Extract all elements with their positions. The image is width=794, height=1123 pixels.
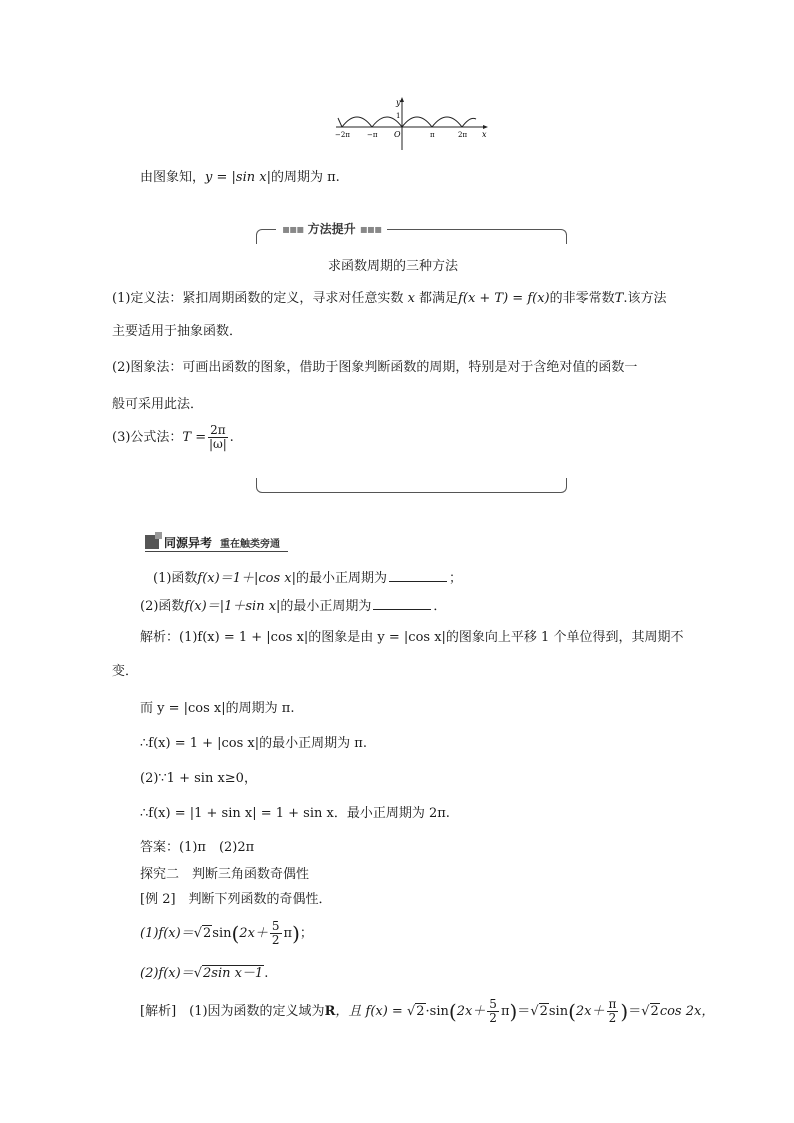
analysis-sin2: sin	[548, 1004, 569, 1019]
item3-num: 2π	[210, 423, 226, 437]
analysis-eq1: ＝	[517, 1004, 531, 1019]
ex1-num: 5	[271, 919, 280, 933]
item1-text-b: 都满足	[419, 291, 459, 306]
item1-var: x	[407, 291, 415, 306]
q1-end: ；	[449, 571, 463, 586]
method-title: 求函数周期的三种方法	[328, 259, 459, 274]
tick-pi: π	[430, 131, 435, 139]
arch-1	[338, 118, 342, 127]
arch-5	[432, 117, 462, 127]
section-tag	[145, 533, 288, 552]
item1-text-c: 的非零常数	[549, 291, 615, 306]
analysis-pi1: π	[500, 1004, 510, 1019]
ex1-label: (1)f(x)＝	[140, 926, 194, 941]
example-2-item-2: (2)f(x)＝√2sin x－1.	[140, 966, 269, 981]
x-axis-label: x	[482, 130, 487, 139]
item1-T: T	[614, 291, 624, 306]
method-box-bottom	[256, 478, 567, 493]
intro-formula: y = |sin x|	[205, 170, 271, 185]
arch-4	[402, 117, 432, 127]
method-item-1	[112, 287, 666, 306]
ex1-fraction	[270, 920, 282, 947]
section2-heading: 探究二 判断三角函数奇偶性	[140, 867, 310, 882]
ex1-sqrt: 2	[203, 926, 212, 941]
ex1-inner: 2x＋	[239, 926, 268, 941]
item1-text-d: .该方法	[623, 291, 667, 306]
analysis-line: [解析] (1)因为函数的定义域为R，且 f(x) = √2·sin(2x＋ $\frac{5}{2}$ π)＝√2sin(2x＋ $\frac{\pi}{2}$ )＝√2cos 2x，	[140, 997, 715, 1025]
solution-line-1: 解析：(1)f(x) = 1 + |cos x|的图象是由 y = |cos x|的图象向上平移 1 个单位得到，其周期不	[140, 630, 684, 645]
origin-label: O	[394, 130, 401, 139]
one-label: 1	[396, 112, 401, 120]
item3-T: T =	[182, 430, 207, 445]
answer-line: 答案：(1)π (2)2π	[140, 840, 255, 855]
ex1-end: ；	[299, 926, 313, 941]
analysis-fraction-2	[607, 998, 619, 1025]
solution-line-4: ∴f(x) = 1 + |cos x|的最小正周期为 π.	[140, 736, 367, 751]
x-axis-arrow	[483, 125, 488, 129]
arch-6	[462, 118, 476, 127]
solution-line-3: 而 y = |cos x|的周期为 π.	[140, 701, 295, 716]
q2-text-b: 的最小正周期为	[280, 599, 372, 614]
exercise-q1	[153, 567, 462, 586]
ex1-pi: π	[283, 926, 293, 941]
method-item-2: (2)图象法：可画出函数的图象，借助于图象判断函数的周期，特别是对于含绝对值的函数一	[112, 360, 638, 375]
ex2-end: .	[264, 966, 269, 981]
q2-answer-blank[interactable]	[373, 599, 431, 610]
arch-2	[342, 117, 372, 127]
exercise-q2	[140, 595, 446, 614]
analysis-end: cos 2x，	[659, 1004, 715, 1019]
ex1-sin: sin	[212, 926, 232, 941]
tick-2pi: 2π	[458, 131, 468, 139]
q1-text: (1)函数	[153, 571, 198, 586]
analysis-eq2: ＝	[628, 1004, 642, 1019]
sine-abs-graph	[330, 95, 490, 155]
analysis-num2: π	[608, 997, 617, 1011]
ex1-den: 2	[271, 933, 280, 947]
tag-subtitle: 重在触类旁通	[220, 538, 281, 550]
analysis-sin: ·sin	[425, 1004, 449, 1019]
q2-end: ．	[433, 599, 447, 614]
solution-line-5: (2)∵1 + sin x≥0，	[140, 771, 257, 786]
analysis-fraction-1	[487, 998, 499, 1025]
method-badge-text: 方法提升	[307, 222, 356, 236]
y-axis-label: y	[396, 98, 401, 107]
analysis-den2: 2	[608, 1011, 617, 1025]
analysis-sqrt3: 2	[650, 1004, 659, 1019]
analysis-inner2: 2x＋	[575, 1004, 605, 1019]
example-2-item-1: (1)f(x)＝√2sin(2x＋ $\frac{5}{2}$ π)；	[140, 919, 313, 947]
item3-fraction	[208, 424, 228, 451]
method-item-2-line2: 般可采用此法．	[112, 397, 204, 412]
ex2-sqrt: 2sin x－1	[203, 966, 264, 981]
q1-formula: f(x)＝1＋|cos x|	[197, 571, 296, 586]
y-axis-arrow	[400, 97, 404, 102]
q1-answer-blank[interactable]	[389, 571, 447, 582]
solution-line-2: 变．	[112, 664, 139, 679]
analysis-inner1: 2x＋	[456, 1004, 486, 1019]
tag-icon	[145, 535, 159, 549]
item1-text: (1)定义法：紧扣周期函数的定义，寻求对任意实数	[112, 291, 404, 306]
ex2-label: (2)f(x)＝	[140, 966, 194, 981]
item3-end: .	[229, 430, 234, 445]
analysis-R: R	[324, 1004, 336, 1019]
q1-text-b: 的最小正周期为	[295, 571, 387, 586]
intro-text: 由图象知，	[140, 170, 206, 185]
example-2: [例 2] 判断下列函数的奇偶性．	[140, 892, 332, 907]
method-box-badge: ▪▪▪ 方法提升 ▪▪▪	[276, 220, 387, 237]
method-item-1-line2: 主要适用于抽象函数．	[112, 324, 243, 339]
analysis-text-b: ，且 f(x) =	[335, 1004, 407, 1019]
analysis-num1: 5	[489, 997, 497, 1011]
tick-neg-pi: −π	[367, 131, 378, 139]
analysis-text: [解析] (1)因为函数的定义域为	[140, 1004, 325, 1019]
q2-text: (2)函数	[140, 599, 185, 614]
intro-line	[140, 166, 340, 185]
item3-label: (3)公式法：	[112, 430, 183, 445]
tick-neg-2pi: −2π	[335, 131, 350, 139]
solution-line-6: ∴f(x) = |1 + sin x| = 1 + sin x．最小正周期为 2π.	[140, 806, 450, 821]
tag-title: 同源异考	[164, 535, 213, 550]
q2-formula: f(x)＝|1＋sin x|	[184, 599, 281, 614]
intro-text-end: 的周期为 π.	[270, 170, 340, 185]
method-item-3	[112, 424, 234, 451]
analysis-den1: 2	[489, 1011, 497, 1025]
item1-formula: f(x + T) = f(x)	[458, 291, 550, 306]
analysis-sqrt2: 2	[539, 1004, 548, 1019]
item3-den: |ω|	[208, 437, 227, 451]
analysis-sqrt: 2	[416, 1004, 425, 1019]
